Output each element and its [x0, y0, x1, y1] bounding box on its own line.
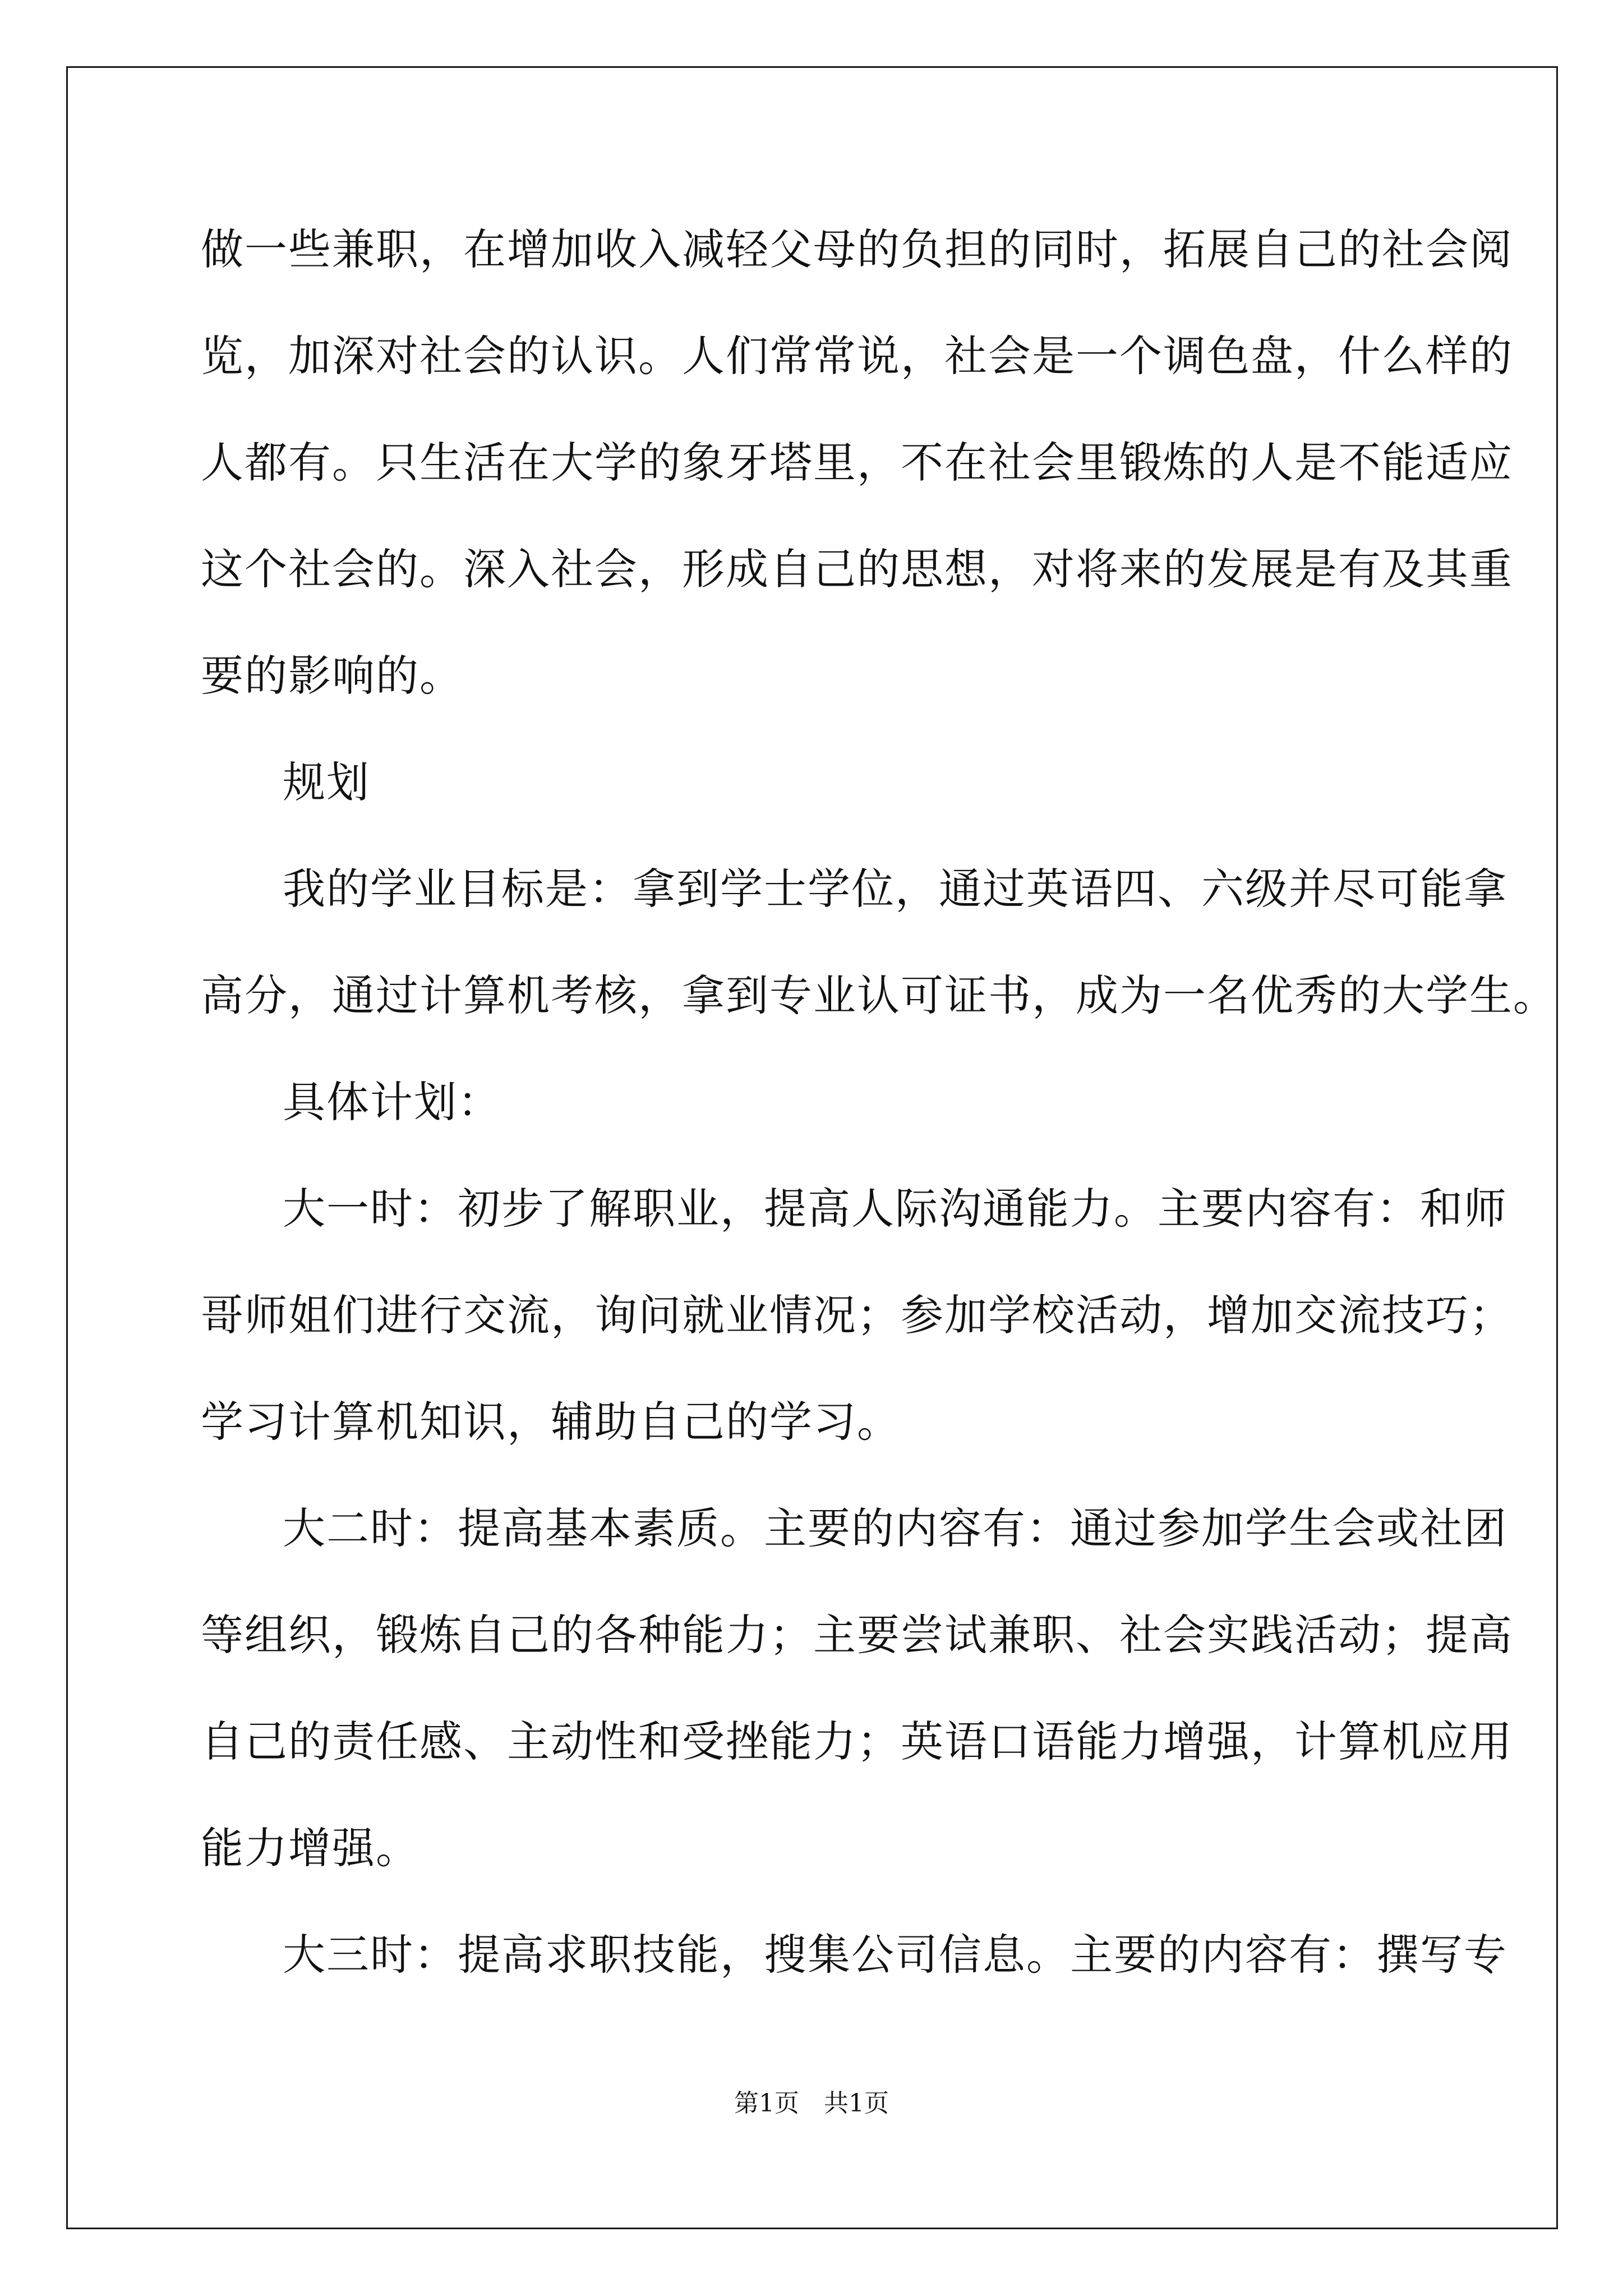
text-line: 览，加深对社会的认识。人们常常说，社会是一个调色盘，什么样的 [201, 331, 1513, 381]
text-line: 大二时：提高基本素质。主要的内容有：通过参加学生会或社团 [283, 1503, 1507, 1553]
text-line: 大一时：初步了解职业，提高人际沟通能力。主要内容有：和师 [283, 1184, 1507, 1234]
text-line: 做一些兼职，在增加收入减轻父母的负担的同时，拓展自己的社会阅 [201, 224, 1513, 274]
text-line: 等组织，锻炼自己的各种能力；主要尝试兼职、社会实践活动；提高 [201, 1610, 1513, 1660]
text-line: 学习计算机知识，辅助自己的学习。 [201, 1397, 901, 1447]
text-line: 具体计划： [283, 1077, 501, 1127]
text-line: 自己的责任感、主动性和受挫能力；英语口语能力增强，计算机应用 [201, 1717, 1513, 1766]
text-line: 哥师姐们进行交流，询问就业情况；参加学校活动，增加交流技巧； [201, 1290, 1513, 1340]
text-line: 我的学业目标是：拿到学士学位，通过英语四、六级并尽可能拿 [283, 864, 1507, 914]
text-line: 能力增强。 [201, 1823, 419, 1873]
text-line: 高分，通过计算机考核，拿到专业认可证书，成为一名优秀的大学生。 [201, 970, 1557, 1020]
section-heading: 规划 [283, 757, 370, 807]
text-line: 这个社会的。深入社会，形成自己的思想，对将来的发展是有及其重 [201, 544, 1513, 594]
text-line: 人都有。只生活在大学的象牙塔里，不在社会里锻炼的人是不能适应 [201, 438, 1513, 487]
text-line: 要的影响的。 [201, 651, 463, 701]
page-number: 第1页 共1页 [734, 2089, 889, 2118]
page-border [66, 66, 1558, 2229]
text-line: 大三时：提高求职技能，搜集公司信息。主要的内容有：撰写专 [283, 1930, 1507, 1980]
